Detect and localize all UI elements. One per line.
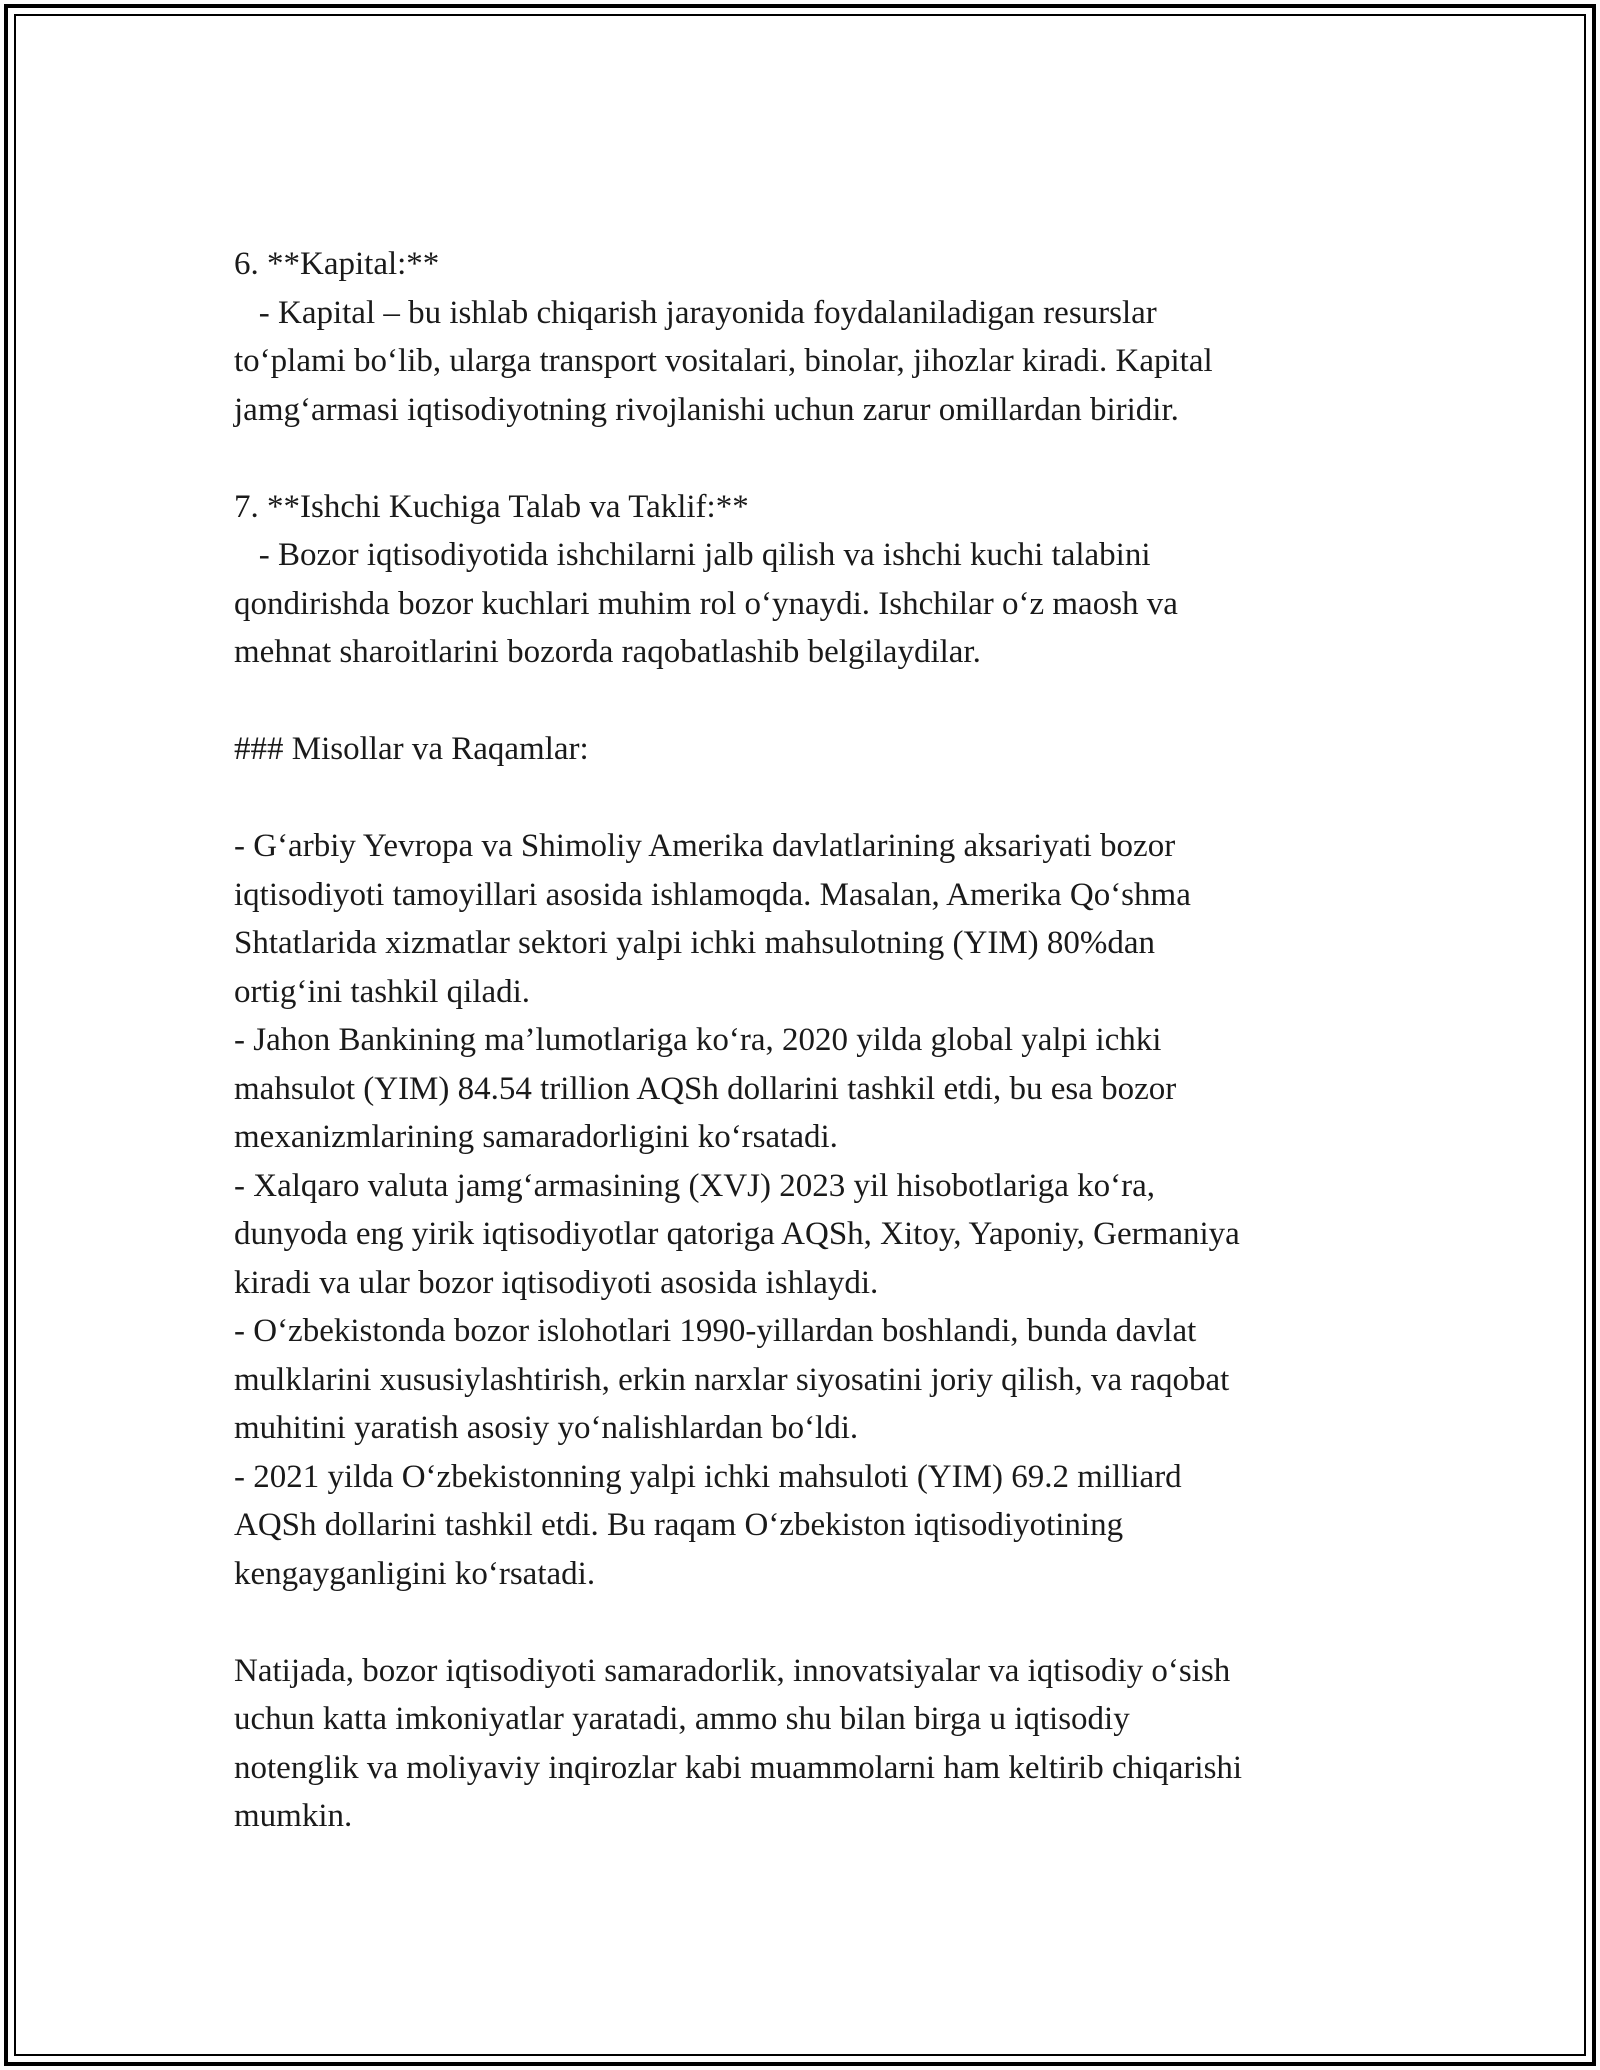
paragraph-gap bbox=[234, 677, 1394, 726]
text-line: mehnat sharoitlarini bozorda raqobatlashib belgilaydilar. bbox=[234, 634, 981, 670]
text-line: ortig‘ini tashkil qiladi. bbox=[234, 973, 531, 1010]
section-ishchi-kuchi bbox=[234, 483, 1394, 677]
text-line: - Kapital – bu ishlab chiqarish jarayonida foydalaniladigan resurslar bbox=[234, 294, 1157, 331]
paragraph-gap bbox=[234, 774, 1394, 823]
text-line: mexanizmlarining samaradorligini ko‘rsatadi. bbox=[234, 1119, 838, 1155]
list-item-line: - 2021 yilda O‘zbekistonning yalpi ichki mahsuloti (YIM) 69.2 milliard bbox=[234, 1458, 1182, 1495]
section-natijada bbox=[234, 1647, 1394, 1841]
list-item-line: - Xalqaro valuta jamg‘armasining (XVJ) 2023 yil hisobotlariga ko‘ra, bbox=[234, 1167, 1156, 1204]
subsection-heading: ### Misollar va Raqamlar: bbox=[234, 731, 589, 767]
text-line: mahsulot (YIM) 84.54 trillion AQSh dollarini tashkil etdi, bu esa bozor bbox=[234, 1070, 1177, 1107]
section-misollar-list bbox=[234, 822, 1394, 1598]
text-line: jamg‘armasi iqtisodiyotning rivojlanishi uchun zarur omillardan biridir. bbox=[234, 391, 1179, 428]
list-item-line: - Jahon Bankining ma’lumotlariga ko‘ra, 2020 yilda global yalpi ichki bbox=[234, 1022, 1162, 1058]
text-line: kengayganligini ko‘rsatadi. bbox=[234, 1555, 596, 1592]
text-line: Natijada, bozor iqtisodiyoti samaradorlik, innovatsiyalar va iqtisodiy o‘sish bbox=[234, 1652, 1231, 1689]
section-misollar-heading bbox=[234, 725, 1394, 774]
text-line: mulklarini xususiylashtirish, erkin narxlar siyosatini joriy qilish, va raqobat bbox=[234, 1361, 1230, 1398]
text-line: kiradi va ular bozor iqtisodiyoti asosida ishlaydi. bbox=[234, 1264, 879, 1301]
text-line: mumkin. bbox=[234, 1798, 353, 1834]
text-line: AQSh dollarini tashkil etdi. Bu raqam O‘zbekiston iqtisodiyotining bbox=[234, 1507, 1124, 1543]
section-heading: 7. **Ishchi Kuchiga Talab va Taklif:** bbox=[234, 488, 749, 525]
section-kapital bbox=[234, 240, 1394, 434]
list-item-line: - O‘zbekistonda bozor islohotlari 1990-yillardan boshlandi, bunda davlat bbox=[234, 1313, 1197, 1349]
text-line: to‘plami bo‘lib, ularga transport vositalari, binolar, jihozlar kiradi. Kapital bbox=[234, 343, 1213, 379]
text-line: Shtatlarida xizmatlar sektori yalpi ichki mahsulotning (YIM) 80%dan bbox=[234, 925, 1156, 961]
text-line: uchun katta imkoniyatlar yaratadi, ammo shu bilan birga u iqtisodiy bbox=[234, 1701, 1130, 1737]
paragraph-gap bbox=[234, 434, 1394, 483]
text-line: notenglik va moliyaviy inqirozlar kabi muammolarni ham keltirib chiqarishi bbox=[234, 1749, 1243, 1786]
text-line: dunyoda eng yirik iqtisodiyotlar qatoriga AQSh, Xitoy, Yaponiy, Germaniya bbox=[234, 1216, 1240, 1252]
list-item-line: - G‘arbiy Yevropa va Shimoliy Amerika davlatlarining aksariyati bozor bbox=[234, 828, 1176, 864]
text-line: iqtisodiyoti tamoyillari asosida ishlamoqda. Masalan, Amerika Qo‘shma bbox=[234, 876, 1191, 913]
document-body bbox=[234, 240, 1394, 1841]
section-heading: 6. **Kapital:** bbox=[234, 246, 440, 282]
text-line: muhitini yaratish asosiy yo‘nalishlardan bo‘ldi. bbox=[234, 1410, 859, 1446]
paragraph-gap bbox=[234, 1598, 1394, 1647]
text-line: qondirishda bozor kuchlari muhim rol o‘ynaydi. Ishchilar o‘z maosh va bbox=[234, 585, 1178, 622]
text-line: - Bozor iqtisodiyotida ishchilarni jalb qilish va ishchi kuchi talabini bbox=[234, 537, 1151, 573]
